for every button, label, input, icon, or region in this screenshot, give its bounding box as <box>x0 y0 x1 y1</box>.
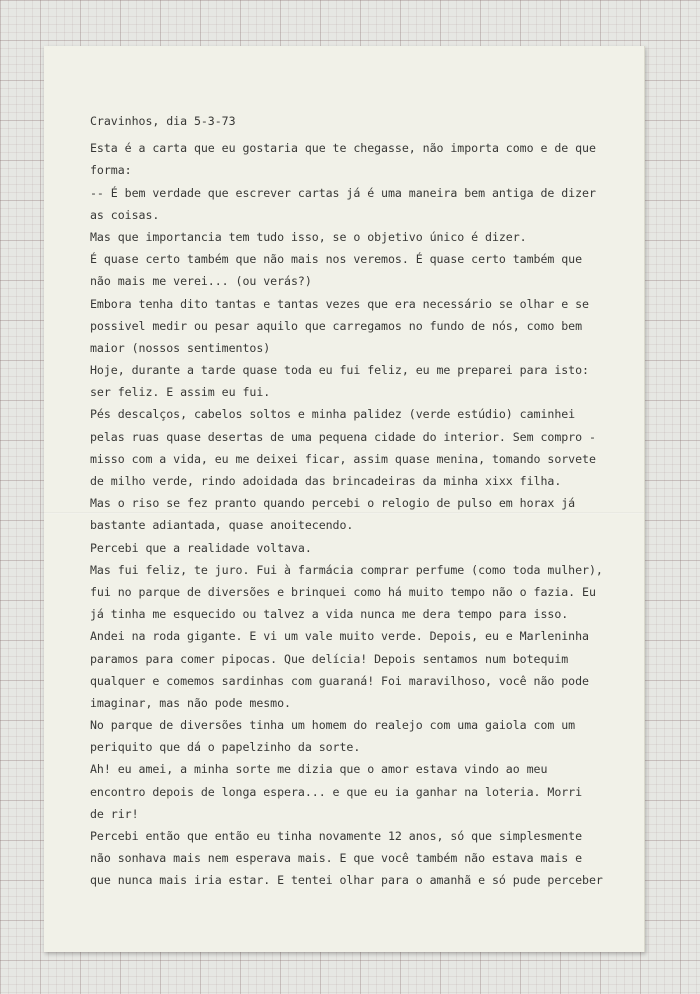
letter-line: periquito que dá o papelzinho da sorte. <box>90 740 361 755</box>
letter-line: É quase certo também que não mais nos veremos. É quase certo também que <box>90 252 583 267</box>
letter-line: Ah! eu amei, a minha sorte me dizia que o amor estava vindo ao meu <box>90 762 548 777</box>
letter-line: encontro depois de longa espera... e que eu ia ganhar na loteria. Morri <box>90 784 583 799</box>
letter-line: fui no parque de diversões e brinquei como há muito tempo não o fazia. Eu <box>90 584 596 599</box>
letter-line: maior (nossos sentimentos) <box>90 340 271 355</box>
letter-line: paramos para comer pipocas. Que delícia! Depois sentamos num botequim <box>90 651 569 666</box>
letter-line: de milho verde, rindo adoidada das brincadeiras da minha xixx filha. <box>90 474 562 488</box>
letter-line: misso com a vida, eu me deixei ficar, assim quase menina, tomando sorvete <box>90 451 596 466</box>
letter-line: Andei na roda gigante. E vi um vale muito verde. Depois, eu e Marleninha <box>90 629 589 644</box>
letter-line: as coisas. <box>90 207 160 222</box>
letter-line: pelas ruas quase desertas de uma pequena cidade do interior. Sem compro - <box>90 429 596 444</box>
letter-line: Mas fui feliz, te juro. Fui à farmácia comprar perfume (como toda mulher), <box>90 562 603 577</box>
letter-line: de rir! <box>90 806 139 821</box>
letter-line: possivel medir ou pesar aquilo que carregamos no fundo de nós, como bem <box>90 318 583 333</box>
letter-line: Hoje, durante a tarde quase toda eu fui feliz, eu me preparei para isto: <box>90 363 589 378</box>
letter-line: ser feliz. E assim eu fui. <box>90 385 271 400</box>
letter-line: não mais me verei... (ou verás?) <box>90 274 312 289</box>
letter-line: No parque de diversões tinha um homem do realejo com uma gaiola com um <box>90 718 576 733</box>
letter-line: bastante adiantada, quase anoitecendo. <box>90 518 354 533</box>
letter-line: Percebi então que então eu tinha novamente 12 anos, só que simplesmente <box>90 829 583 843</box>
letter-line: Percebi que a realidade voltava. <box>90 540 312 555</box>
letter-line: já tinha me esquecido ou talvez a vida nunca me dera tempo para isso. <box>90 607 569 622</box>
letter-line: forma: <box>90 163 132 178</box>
letter-body <box>90 110 620 892</box>
letter-line: Pés descalços, cabelos soltos e minha palidez (verde estúdio) caminhei <box>90 407 576 422</box>
letter-line: Mas o riso se fez pranto quando percebi o relogio de pulso em horax já <box>90 496 576 511</box>
letter-dateline: Cravinhos, dia 5-3-73 <box>90 114 236 128</box>
letter-line: qualquer e comemos sardinhas com guaraná! Foi maravilhoso, você não pode <box>90 673 589 688</box>
letter-line: imaginar, mas não pode mesmo. <box>90 695 291 710</box>
letter-line: que nunca mais iria estar. E tentei olhar para o amanhã e só pude perceber <box>90 873 603 888</box>
letter-line: Embora tenha dito tantas e tantas vezes que era necessário se olhar e se <box>90 296 589 311</box>
letter-line: não sonhava mais nem esperava mais. E que você também não estava mais e <box>90 851 583 866</box>
letter-line: -- É bem verdade que escrever cartas já é uma maneira bem antiga de dizer <box>90 185 596 200</box>
letter-line: Mas que importancia tem tudo isso, se o objetivo único é dizer. <box>90 229 527 244</box>
typewritten-letter-page <box>44 46 645 952</box>
letter-line: Esta é a carta que eu gostaria que te chegasse, não importa como e de que <box>90 141 596 156</box>
